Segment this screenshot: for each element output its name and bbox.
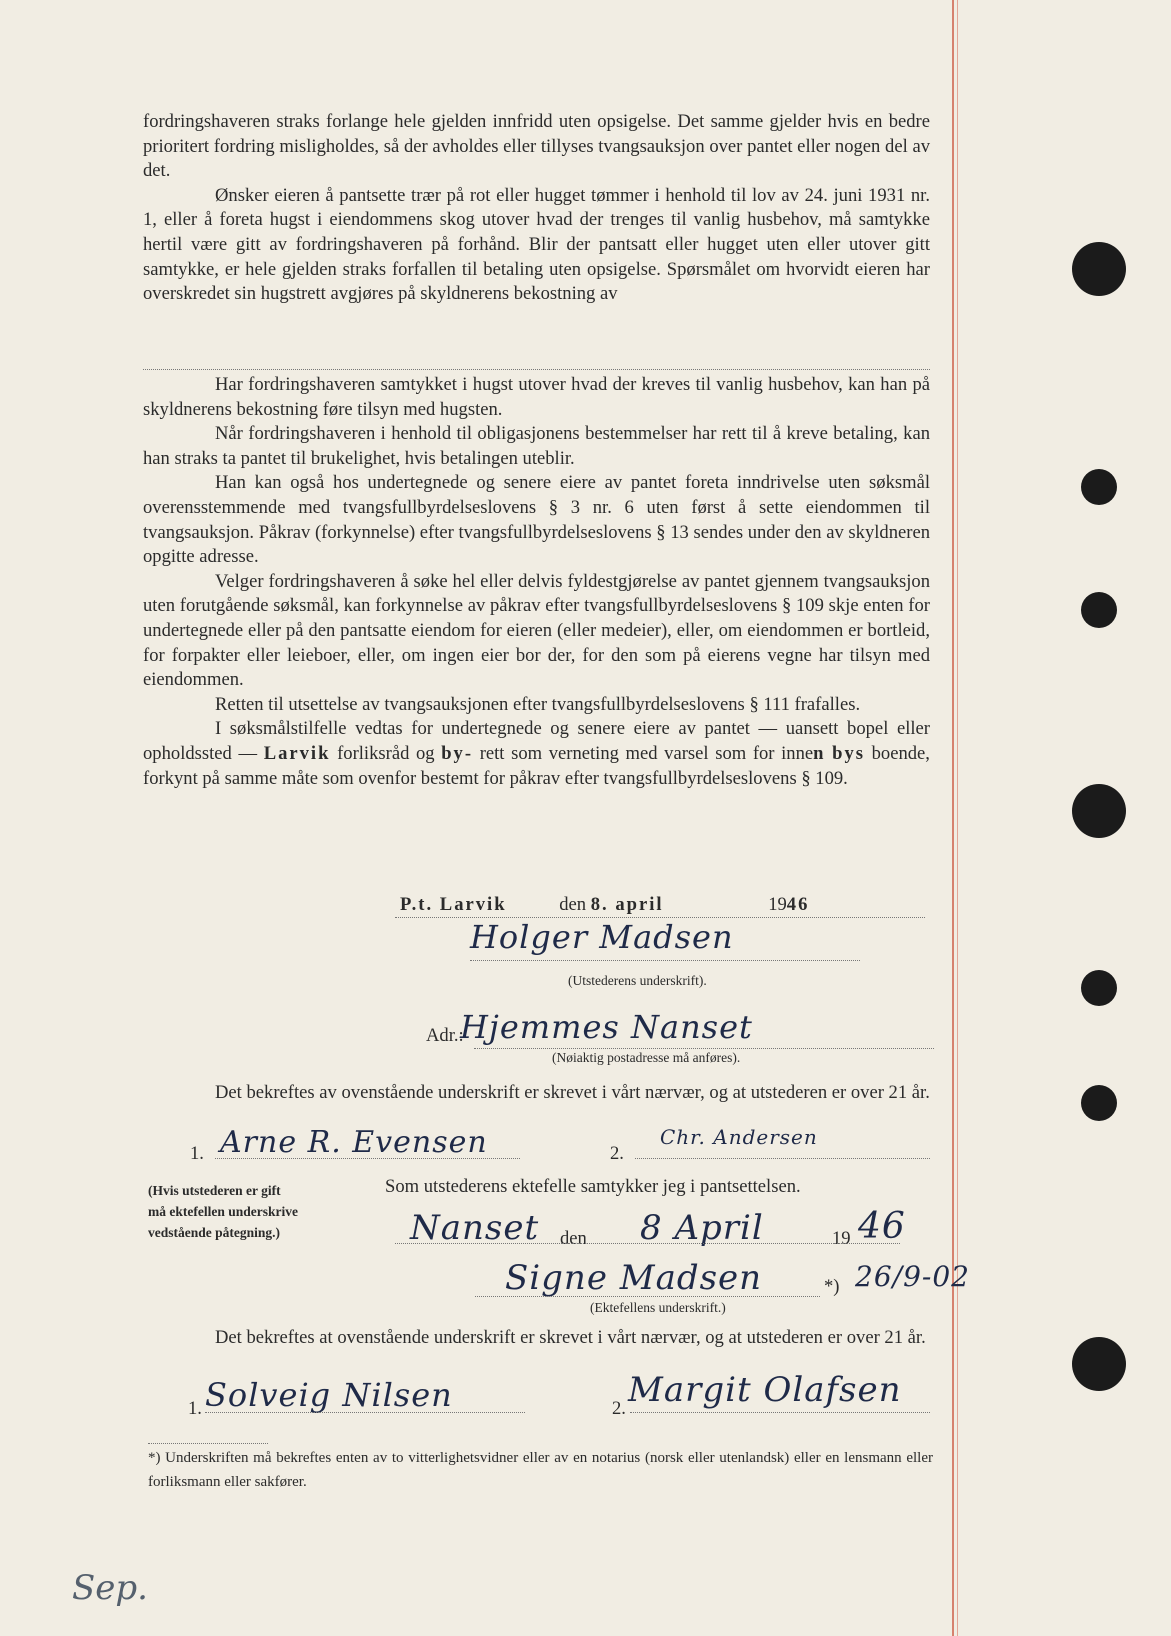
witness1-number: 1. bbox=[190, 1143, 204, 1164]
dateline-year-suffix: 46 bbox=[786, 894, 810, 915]
footnote bbox=[148, 1446, 933, 1494]
witness3-number: 1. bbox=[188, 1398, 202, 1419]
venue-text-1: I søksmålstilfelle vedtas for undertegnede og senere eiere av pantet — uansett bopel eller opholdssted — bbox=[143, 718, 930, 764]
spouse-note-line: (Hvis utstederen er gift bbox=[148, 1183, 281, 1198]
spouse-signature: Signe Madsen bbox=[505, 1258, 763, 1298]
witness-intro-2: Det bekreftes at ovenstående underskrift er skrevet i vårt nærvær, og at utstederen er over 21 år. bbox=[215, 1327, 926, 1348]
address-line bbox=[474, 1048, 934, 1049]
footnote-text: *) Underskriften må bekreftes enten av to vitterlighetsvidner eller av en notarius (norsk eller utenlandsk) eller en lensmann eller forliksmann eller sakfører. bbox=[148, 1450, 933, 1490]
venue-place-fill: Larvik bbox=[263, 742, 331, 764]
margin-line-secondary bbox=[957, 0, 958, 1636]
spouse-year-prefix: 19 bbox=[832, 1228, 851, 1249]
punch-hole bbox=[1081, 970, 1117, 1006]
witness2-line bbox=[635, 1158, 930, 1159]
dotted-separator bbox=[143, 369, 930, 370]
witness4-number: 2. bbox=[612, 1398, 626, 1419]
paragraph-auction: Velger fordringshaveren å søke hel eller delvis fyldestgjørelse av pantet gjennem tvangsauksjon uten forutgående søksmål, kan forkynnelse av påkrav efter tvangsfullbyrdelseslovens § 109 skje enten for undertegnede eller på den pantsatte eiendom for eieren (eller medeier), eller, om eiendommen er bortleid, for forpakter eller leieboer, eller, om ingen eier bor der, for den som på eierens vegne har tilsyn med eiendommen. bbox=[143, 570, 930, 691]
spouse-place: Nanset bbox=[410, 1208, 540, 1248]
witness3-line bbox=[205, 1412, 525, 1413]
body-section-top bbox=[143, 110, 930, 307]
witness2-signature: Chr. Andersen bbox=[660, 1125, 818, 1149]
spouse-caption: (Ektefellens underskrift.) bbox=[590, 1300, 726, 1315]
address-caption: (Nøiaktig postadresse må anføres). bbox=[552, 1050, 741, 1065]
venue-inne-fill: n bbox=[813, 742, 826, 764]
spouse-note-line: må ektefellen underskrive bbox=[148, 1204, 298, 1219]
dateline bbox=[400, 894, 809, 916]
spouse-birthdate: 26/9-02 bbox=[855, 1260, 970, 1293]
issuer-caption: (Utstederens underskrift). bbox=[568, 973, 707, 988]
venue-text-4: boende, forkynt på samme måte som ovenfor bestemt for påkrav efter tvangsfullbyrdelseslovens § 109. bbox=[143, 742, 930, 789]
issuer-signature: Holger Madsen bbox=[470, 918, 734, 956]
venue-text-2: forliksråd og bbox=[337, 742, 435, 764]
dateline-place: P.t. Larvik bbox=[400, 894, 507, 915]
witness4-signature: Margit Olafsen bbox=[628, 1370, 902, 1410]
witness-section-2 bbox=[143, 1326, 930, 1351]
margin-line bbox=[952, 0, 954, 1636]
spouse-consent: Som utstederens ektefelle samtykker jeg i pantsettelsen. bbox=[385, 1176, 801, 1197]
corner-mark: Sep. bbox=[72, 1568, 148, 1608]
paragraph-postponement: Retten til utsettelse av tvangsauksjonen efter tvangsfullbyrdelseslovens § 111 frafalles. bbox=[215, 693, 861, 715]
issuer-signature-line bbox=[470, 960, 860, 961]
spouse-den: den bbox=[560, 1228, 587, 1249]
punch-hole bbox=[1072, 784, 1126, 838]
body-section-main bbox=[143, 373, 930, 791]
spouse-date: 8 April bbox=[640, 1208, 764, 1248]
punch-hole bbox=[1072, 1337, 1126, 1391]
witness3-signature: Solveig Nilsen bbox=[205, 1376, 453, 1414]
punch-hole bbox=[1081, 592, 1117, 628]
punch-hole bbox=[1081, 1085, 1117, 1121]
spouse-year-suffix: 46 bbox=[858, 1206, 906, 1247]
witness-section-1 bbox=[143, 1081, 930, 1106]
address-value: Hjemmes Nanset bbox=[460, 1008, 753, 1046]
spouse-signature-line bbox=[475, 1296, 820, 1297]
paragraph-collection: Han kan også hos undertegnede og senere eiere av pantet foreta inndrivelse uten søksmål overensstemmende med tvangsfullbyrdelseslovens § 3 nr. 6 uten først å sette eiendommen til tvangsauksjon. Påkrav (forkynnelse) efter tvangsfullbyrdelseslovens § 13 sendes under den av skyldneren opgitte adresse. bbox=[143, 472, 930, 568]
spouse-note bbox=[148, 1180, 298, 1243]
witness2-number: 2. bbox=[610, 1143, 624, 1164]
spouse-date-line bbox=[395, 1243, 900, 1244]
witness4-line bbox=[630, 1412, 930, 1413]
spouse-note-line: vedstående påtegning.) bbox=[148, 1225, 281, 1240]
paragraph-payment: Når fordringshaveren i henhold til obligasjonens bestemmelser har rett til å kreve betaling, kan han straks ta pantet til brukelighet, hvis betalingen uteblir. bbox=[143, 423, 930, 469]
dateline-year-prefix: 19 bbox=[768, 894, 787, 915]
paragraph-timber-clause: Ønsker eieren å pantsette trær på rot eller hugget tømmer i henhold til lov av 24. juni 1931 nr. 1, eller å foreta hugst i eiendommens skog utover hvad der trenges til vanlig husbehov, må samtykke hertil være gitt av fordringshaveren på forhånd. Blir der pantsatt eller hugget uten eller utover gitt samtykke, er hele gjelden straks forfallen til betaling uten opsigelse. Spørsmålet om hvorvidt eieren har overskredet sin hugstrett avgjøres på skyldnerens bekostning av bbox=[143, 184, 930, 305]
punch-hole bbox=[1072, 242, 1126, 296]
venue-court-fill: by- bbox=[441, 742, 474, 764]
paragraph-venue bbox=[143, 717, 930, 791]
footnote-rule bbox=[148, 1443, 268, 1444]
spouse-footnote-marker: *) bbox=[824, 1276, 840, 1297]
punch-hole bbox=[1081, 469, 1117, 505]
venue-text-3: rett som verneting med varsel som for inne bbox=[479, 742, 814, 764]
witness-intro: Det bekreftes av ovenstående underskrift er skrevet i vårt nærvær, og at utstederen er over 21 år. bbox=[215, 1082, 930, 1103]
witness1-signature: Arne R. Evensen bbox=[220, 1125, 488, 1160]
address-label: Adr.: bbox=[426, 1025, 464, 1046]
venue-bys-fill: bys bbox=[832, 742, 865, 764]
paragraph-default-clause: fordringshaveren straks forlange hele gjelden innfridd uten opsigelse. Det samme gjelder hvis en bedre prioritert fordring misligholdes, så der avholdes eller tillyses tvangsauksjon over pantet eller nogen del av det. bbox=[143, 111, 930, 182]
dateline-day-month: 8. april bbox=[590, 894, 664, 915]
dateline-den: den bbox=[559, 894, 587, 915]
witness1-line bbox=[215, 1158, 520, 1159]
paragraph-supervision: Har fordringshaveren samtykket i hugst utover hvad der kreves til vanlig husbehov, kan han på skyldnerens bekostning føre tilsyn med hugsten. bbox=[143, 374, 930, 420]
